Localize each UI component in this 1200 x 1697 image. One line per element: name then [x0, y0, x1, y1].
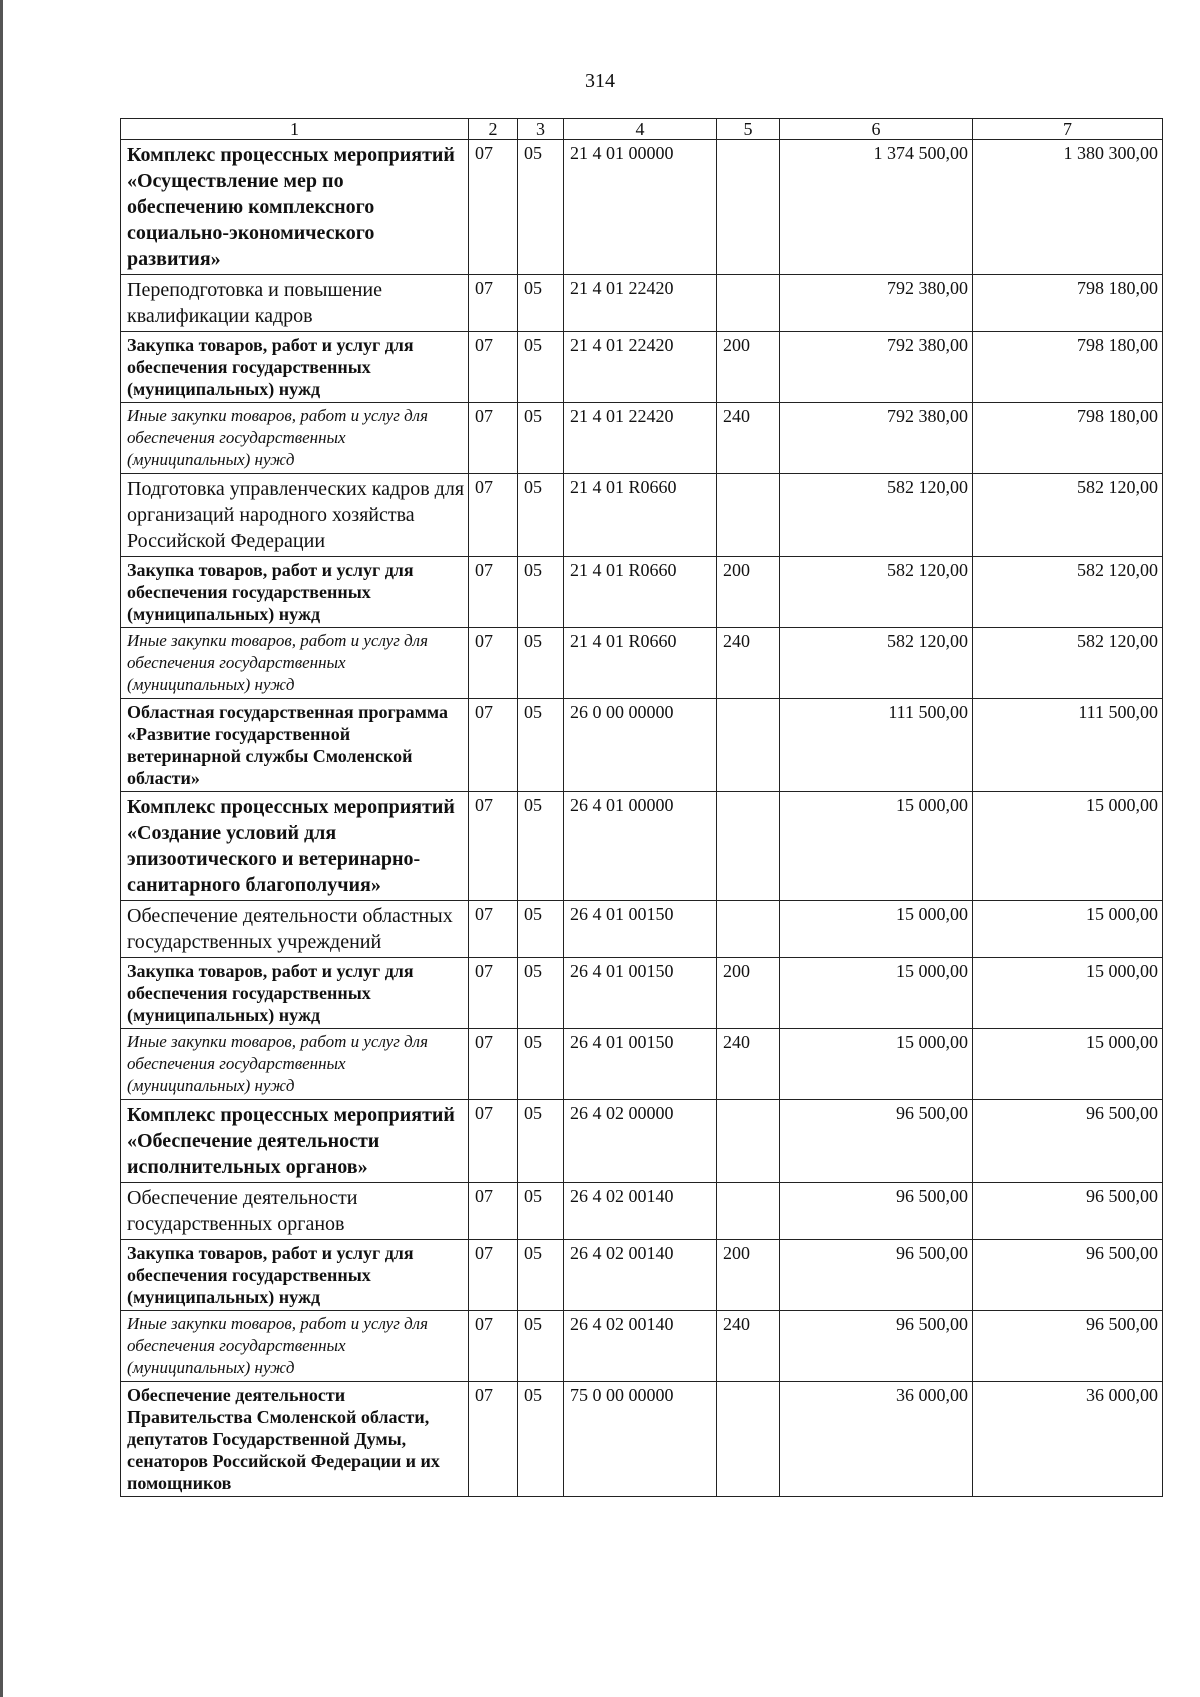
section-code-cell: 07 [469, 1100, 518, 1183]
amount-cell: 96 500,00 [973, 1240, 1163, 1311]
column-header: 7 [973, 119, 1163, 140]
amount-cell: 96 500,00 [780, 1240, 973, 1311]
section-code-cell: 07 [469, 557, 518, 628]
amount-cell: 792 380,00 [780, 403, 973, 474]
subsection-code-cell: 05 [518, 474, 564, 557]
section-code-cell: 07 [469, 1029, 518, 1100]
target-code-cell: 26 4 02 00000 [564, 1100, 717, 1183]
target-code-cell: 21 4 01 00000 [564, 140, 717, 275]
amount-cell: 15 000,00 [780, 1029, 973, 1100]
column-header: 5 [717, 119, 780, 140]
subsection-code-cell: 05 [518, 1100, 564, 1183]
table-row [121, 901, 1163, 958]
column-header: 1 [121, 119, 469, 140]
budget-table [120, 118, 1163, 1497]
target-code-cell: 26 4 01 00150 [564, 1029, 717, 1100]
section-code-cell: 07 [469, 699, 518, 792]
amount-cell: 111 500,00 [973, 699, 1163, 792]
expense-type-cell [717, 1183, 780, 1240]
section-code-cell: 07 [469, 1311, 518, 1382]
amount-cell: 582 120,00 [973, 628, 1163, 699]
expense-type-cell [717, 474, 780, 557]
row-name-cell: Закупка товаров, работ и услуг для обеспечения государственных (муниципальных) нужд [121, 1240, 469, 1311]
expense-type-cell [717, 699, 780, 792]
row-name-cell: Закупка товаров, работ и услуг для обеспечения государственных (муниципальных) нужд [121, 557, 469, 628]
table-row [121, 403, 1163, 474]
row-name-cell: Иные закупки товаров, работ и услуг для обеспечения государственных (муниципальных) нужд [121, 1311, 469, 1382]
section-code-cell: 07 [469, 901, 518, 958]
expense-type-cell: 240 [717, 403, 780, 474]
subsection-code-cell: 05 [518, 901, 564, 958]
expense-type-cell: 200 [717, 557, 780, 628]
section-code-cell: 07 [469, 628, 518, 699]
subsection-code-cell: 05 [518, 1183, 564, 1240]
row-name-cell: Иные закупки товаров, работ и услуг для обеспечения государственных (муниципальных) нужд [121, 1029, 469, 1100]
subsection-code-cell: 05 [518, 140, 564, 275]
amount-cell: 15 000,00 [973, 1029, 1163, 1100]
page-number: 314 [585, 70, 615, 92]
subsection-code-cell: 05 [518, 699, 564, 792]
scan-edge [0, 0, 3, 1697]
row-name-cell: Комплекс процессных мероприятий «Обеспечение деятельности исполнительных органов» [121, 1100, 469, 1183]
table-row [121, 1382, 1163, 1497]
table-row [121, 1100, 1163, 1183]
row-name-cell: Областная государственная программа «Развитие государственной ветеринарной службы Смоленской области» [121, 699, 469, 792]
amount-cell: 582 120,00 [973, 557, 1163, 628]
section-code-cell: 07 [469, 275, 518, 332]
table-row [121, 275, 1163, 332]
table-body [121, 140, 1163, 1497]
section-code-cell: 07 [469, 1382, 518, 1497]
amount-cell: 582 120,00 [973, 474, 1163, 557]
expense-type-cell: 200 [717, 1240, 780, 1311]
column-header: 3 [518, 119, 564, 140]
section-code-cell: 07 [469, 332, 518, 403]
amount-cell: 582 120,00 [780, 628, 973, 699]
amount-cell: 96 500,00 [973, 1311, 1163, 1382]
table-row [121, 1029, 1163, 1100]
table-row [121, 474, 1163, 557]
amount-cell: 36 000,00 [973, 1382, 1163, 1497]
expense-type-cell [717, 792, 780, 901]
target-code-cell: 21 4 01 R0660 [564, 474, 717, 557]
table-row [121, 1240, 1163, 1311]
row-name-cell: Обеспечение деятельности государственных органов [121, 1183, 469, 1240]
subsection-code-cell: 05 [518, 628, 564, 699]
amount-cell: 15 000,00 [780, 901, 973, 958]
table-row [121, 792, 1163, 901]
expense-type-cell [717, 140, 780, 275]
target-code-cell: 26 4 01 00150 [564, 901, 717, 958]
section-code-cell: 07 [469, 1183, 518, 1240]
table-row [121, 958, 1163, 1029]
expense-type-cell: 200 [717, 332, 780, 403]
subsection-code-cell: 05 [518, 275, 564, 332]
amount-cell: 15 000,00 [780, 958, 973, 1029]
row-name-cell: Закупка товаров, работ и услуг для обеспечения государственных (муниципальных) нужд [121, 958, 469, 1029]
subsection-code-cell: 05 [518, 1029, 564, 1100]
expense-type-cell [717, 275, 780, 332]
table-row [121, 140, 1163, 275]
target-code-cell: 21 4 01 22420 [564, 332, 717, 403]
table-row [121, 1311, 1163, 1382]
amount-cell: 1 374 500,00 [780, 140, 973, 275]
target-code-cell: 75 0 00 00000 [564, 1382, 717, 1497]
expense-type-cell [717, 1100, 780, 1183]
expense-type-cell [717, 1382, 780, 1497]
table-row [121, 557, 1163, 628]
amount-cell: 96 500,00 [973, 1183, 1163, 1240]
subsection-code-cell: 05 [518, 1382, 564, 1497]
amount-cell: 96 500,00 [973, 1100, 1163, 1183]
subsection-code-cell: 05 [518, 1311, 564, 1382]
subsection-code-cell: 05 [518, 332, 564, 403]
amount-cell: 36 000,00 [780, 1382, 973, 1497]
expense-type-cell: 240 [717, 1311, 780, 1382]
amount-cell: 1 380 300,00 [973, 140, 1163, 275]
row-name-cell: Переподготовка и повышение квалификации кадров [121, 275, 469, 332]
section-code-cell: 07 [469, 140, 518, 275]
subsection-code-cell: 05 [518, 792, 564, 901]
row-name-cell: Комплекс процессных мероприятий «Создание условий для эпизоотического и ветеринарно-санитарного благополучия» [121, 792, 469, 901]
amount-cell: 111 500,00 [780, 699, 973, 792]
table-header-row [121, 119, 1163, 140]
column-header: 4 [564, 119, 717, 140]
row-name-cell: Иные закупки товаров, работ и услуг для обеспечения государственных (муниципальных) нужд [121, 628, 469, 699]
amount-cell: 15 000,00 [973, 901, 1163, 958]
amount-cell: 792 380,00 [780, 332, 973, 403]
target-code-cell: 26 4 02 00140 [564, 1183, 717, 1240]
section-code-cell: 07 [469, 792, 518, 901]
section-code-cell: 07 [469, 958, 518, 1029]
column-header: 6 [780, 119, 973, 140]
row-name-cell: Комплекс процессных мероприятий «Осуществление мер по обеспечению комплексного социально-экономического развития» [121, 140, 469, 275]
amount-cell: 15 000,00 [973, 792, 1163, 901]
amount-cell: 96 500,00 [780, 1100, 973, 1183]
subsection-code-cell: 05 [518, 1240, 564, 1311]
row-name-cell: Закупка товаров, работ и услуг для обеспечения государственных (муниципальных) нужд [121, 332, 469, 403]
amount-cell: 96 500,00 [780, 1183, 973, 1240]
row-name-cell: Иные закупки товаров, работ и услуг для обеспечения государственных (муниципальных) нужд [121, 403, 469, 474]
section-code-cell: 07 [469, 403, 518, 474]
target-code-cell: 21 4 01 22420 [564, 403, 717, 474]
subsection-code-cell: 05 [518, 403, 564, 474]
amount-cell: 798 180,00 [973, 332, 1163, 403]
amount-cell: 792 380,00 [780, 275, 973, 332]
target-code-cell: 26 4 02 00140 [564, 1311, 717, 1382]
amount-cell: 96 500,00 [780, 1311, 973, 1382]
expense-type-cell: 200 [717, 958, 780, 1029]
expense-type-cell: 240 [717, 628, 780, 699]
section-code-cell: 07 [469, 1240, 518, 1311]
amount-cell: 15 000,00 [780, 792, 973, 901]
table-row [121, 1183, 1163, 1240]
row-name-cell: Подготовка управленческих кадров для организаций народного хозяйства Российской Федерации [121, 474, 469, 557]
amount-cell: 582 120,00 [780, 557, 973, 628]
amount-cell: 798 180,00 [973, 275, 1163, 332]
section-code-cell: 07 [469, 474, 518, 557]
row-name-cell: Обеспечение деятельности Правительства Смоленской области, депутатов Государственной Думы, сенаторов Российской Федерации и их помощников [121, 1382, 469, 1497]
row-name-cell: Обеспечение деятельности областных государственных учреждений [121, 901, 469, 958]
subsection-code-cell: 05 [518, 958, 564, 1029]
target-code-cell: 26 0 00 00000 [564, 699, 717, 792]
amount-cell: 798 180,00 [973, 403, 1163, 474]
amount-cell: 15 000,00 [973, 958, 1163, 1029]
amount-cell: 582 120,00 [780, 474, 973, 557]
target-code-cell: 26 4 01 00150 [564, 958, 717, 1029]
expense-type-cell [717, 901, 780, 958]
table-row [121, 628, 1163, 699]
expense-type-cell: 240 [717, 1029, 780, 1100]
subsection-code-cell: 05 [518, 557, 564, 628]
target-code-cell: 21 4 01 R0660 [564, 628, 717, 699]
table-row [121, 332, 1163, 403]
target-code-cell: 26 4 01 00000 [564, 792, 717, 901]
table-row [121, 699, 1163, 792]
target-code-cell: 21 4 01 22420 [564, 275, 717, 332]
target-code-cell: 21 4 01 R0660 [564, 557, 717, 628]
target-code-cell: 26 4 02 00140 [564, 1240, 717, 1311]
column-header: 2 [469, 119, 518, 140]
